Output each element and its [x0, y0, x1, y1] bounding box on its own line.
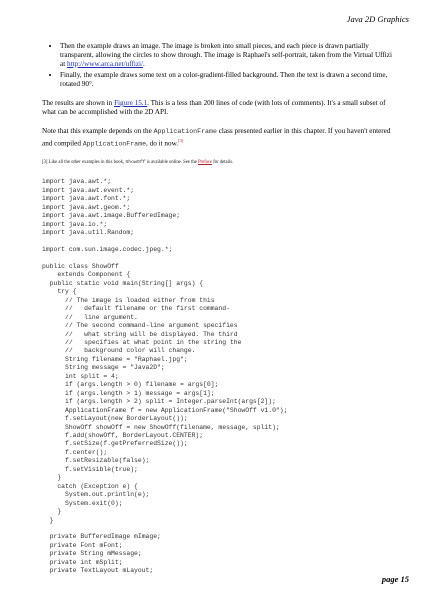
paragraph-text-end: , do it now. [146, 139, 179, 148]
uffizi-link[interactable]: http://www.arca.net/uffizi/ [66, 60, 144, 68]
results-paragraph [42, 99, 398, 117]
bullet-list [42, 42, 398, 89]
footnote-text-end: for details. [212, 160, 234, 166]
page-body [42, 42, 398, 576]
paragraph-text: Note that this example depends on the [42, 127, 154, 135]
page-number: page 15 [381, 574, 409, 584]
footnote-marker: [3] [42, 160, 48, 166]
paragraph-text: The results are shown in [42, 99, 115, 107]
preface-link[interactable]: Preface [197, 160, 213, 166]
bullet-text: Finally, the example draws some text on a color-gradient-filled background. Then the text is drawn a second time, rotated 90°. [60, 71, 388, 88]
figure-link[interactable]: Figure 15.1 [114, 99, 148, 107]
inline-code: ApplicationFrame [82, 140, 147, 148]
running-header-title: Java 2D Graphics [346, 14, 409, 24]
paragraph-text-middle: class presented earlier in this chapter. If you haven't entered and compiled [42, 127, 391, 148]
bullet-item-text [60, 71, 398, 89]
footnote-text: Like all the other examples in this book, [47, 160, 126, 166]
bullet-item-image [60, 42, 398, 69]
bullet-text-end: . [143, 60, 145, 68]
bullet-text: Then the example draws an image. The image is broken into small pieces, and each piece is drawn partially transparent, allowing the circles to show through. The image is Raphael's self-portrait, taken from the Virtual Uffizi at [60, 42, 392, 68]
note-paragraph [42, 127, 398, 148]
inline-code: ShowOff [125, 160, 146, 166]
inline-code: ApplicationFrame [153, 128, 217, 135]
code-listing: import java.awt.*; import java.awt.event.*; import java.awt.font.*; import java.awt.geom.*; import java.awt.image.BufferedImage; import java.io.*; import java.util.Random; import com.sun.image.codec.jpeg.*; public class ShowOff extends Component { public static void main(String[] args) { try { // The image is loaded either from this // default filename or the first command- // line argument. // The second command-line argument specifies // what string will be displayed. The third // specifies at what point in the string the // background color will change. String filename = "Raphael.jpg"; String message = "Java2D"; int split = 4; if (args.length > 0) filename = args[0]; if (args.length > 1) message = args[1]; if (args.length > 2) split = Integer.parseInt(args[2]); ApplicationFrame f = new ApplicationFrame("ShowOff v1.0"); f.setLayout(new BorderLayout()); ShowOff showOff = new ShowOff(filename, message, split); f.add(showOff, BorderLayout.CENTER); f.setSize(f.getPreferredSize()); f.center(); f.setResizable(false); f.setVisible(true); } catch (Exception e) { System.out.println(e); System.exit(0); } } private BufferedImage mImage; private Font mFont; private String mMessage; private int mSplit; private TextLayout mLayout; [42, 178, 288, 575]
footnote-text-middle: is available online. See the [145, 160, 198, 166]
footnote [42, 160, 398, 166]
footnote-ref-link[interactable]: [3] [178, 138, 184, 143]
paragraph-text-end: . This is a less than 200 lines of code (with lots of comments). It's a small subset of what can be accomplished with the 2D API. [42, 99, 386, 116]
